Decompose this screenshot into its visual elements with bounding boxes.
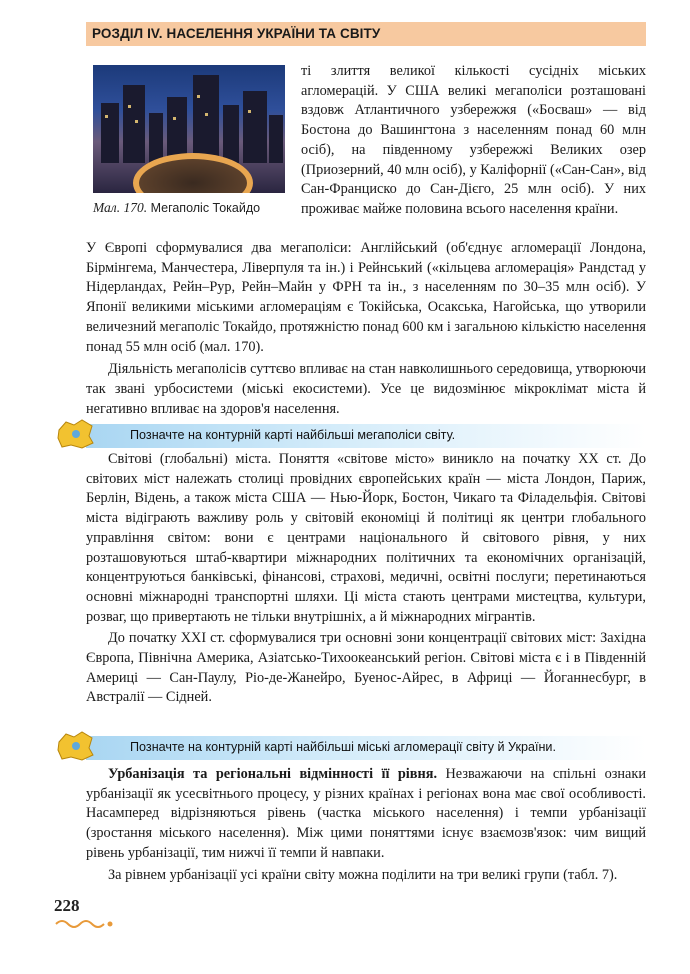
task-banner-1 [86,424,646,448]
task-text-2: Позначте на контурній карті найбільші міські агломерації світу й України. [130,740,556,754]
urbanization-heading: Урбанізація та регіональні відмінності її рівня. [108,766,438,782]
task-text-1: Позначте на контурній карті найбільші мегаполіси світу. [130,428,456,442]
groups-paragraph: За рівнем урбанізації усі країни світу можна поділити на три великі групи (табл. 7). [108,866,618,883]
world-cities-paragraph: Світові (глобальні) міста. Поняття «світове місто» виникло на початку ХХ ст. До світових міст належать столиці провідних європейських країн — міста Лондон, Париж, Берлін, Відень, а також міста США — Нью-Йорк, Бостон, Чикаго та Філадельфія. Світові міста відіграють важливу роль у світовій економіці й політиці як центри глобального управління світом: вони є центрами національного й світового рівня, у них розташовуються штаб-квартири міжнародних політичних та економічних організацій, концентруються банківські, фінансові, страхові, медичні, освітні послуги; перетинаються основні міжнародні транспортні шляхи. Ці міста стають центрами мистецтва, культури, розваг, що привертають не тільки внутрішніх, а й міжнародних мігрантів. [86,451,646,625]
europe-paragraph: У Європі сформувалися два мегаполіси: Англійський (об'єднує агломерації Лондона, Бірмінгема, Манчестера, Ліверпуля та ін.) і Рейнський («кільцева агломерація» Рандстад у Нідерландах, Рейн–Рур, Рейн–Майн у ФРН та ін., з населенням по 30–35 млн осіб). У Японії великими міськими агломераціям є Токійська, Осакська, Нагойська, що утворили величезний мегаполіс Токайдо, протяжністю понад 600 км і загальною кількістю населення понад 55 млн осіб (мал. 170). [86,240,646,355]
ecology-paragraph: Діяльність мегаполісів суттєво впливає на стан навколишнього середовища, утворюючи так звані урбосистеми (міські екосистеми). Усе це видозмінює мікроклімат міста й негативно впливає на здоров'я населення. [86,361,646,417]
page-number: 228 [54,896,80,915]
ukraine-map-icon [56,728,96,764]
column-paragraph [301,62,646,220]
tokaido-photo [93,65,285,193]
task-banner-2 [86,736,646,760]
ukraine-map-icon [56,416,96,452]
column-paragraph-text: ті злиття великої кількості сусідніх міських агломерацій. У США великі мегаполіси розташовані вздовж Атлантичного узбережжя («Босваш» — від Бостона до Вашингтона з населенням понад 60 млн осіб), на південному узбережжі Великих озер (Приозерний, 40 млн осіб), у Каліфорнії («Сан-Сан», від Сан-Франциско до Сан-Дієго, 25 млн осіб). У них проживає майже половина всього населення країни. [301,63,646,217]
urbanization-section [86,765,646,885]
figure-caption [93,200,293,216]
zones-paragraph: До початку ХХІ ст. сформувалися три основні зони концентрації світових міст: Західна Європа, Північна Америка, Азіатсько-Тихоокеанський регіон. Світові міста є і в Південній Америці — Сан-Паулу, Ріо-де-Жанейро, Буенос-Айрес, в Африці — Йоганнесбург, в Австралії — Сідней. [86,630,646,706]
ornament-icon [54,918,114,930]
chapter-header [86,22,646,46]
europe-section [86,239,646,419]
caption-label: Мал. 170. [93,200,148,215]
urbanization-text: Незважаючи на спільні ознаки урбанізації як усесвітнього процесу, у різних країнах і регіонах вона має свої особливості. Насамперед відрізняються рівень (частка міського населення) і темпи урбанізації (зростання міського населення). Між цими поняттями існує взаємозв'язок: чим вищий рівень урбанізації, тим нижчі її темпи й навпаки. [86,766,646,861]
caption-text: Мегаполіс Токайдо [150,201,261,215]
chapter-title: РОЗДІЛ IV. НАСЕЛЕННЯ УКРАЇНИ ТА СВІТУ [92,26,381,41]
world-cities-section [86,450,646,708]
